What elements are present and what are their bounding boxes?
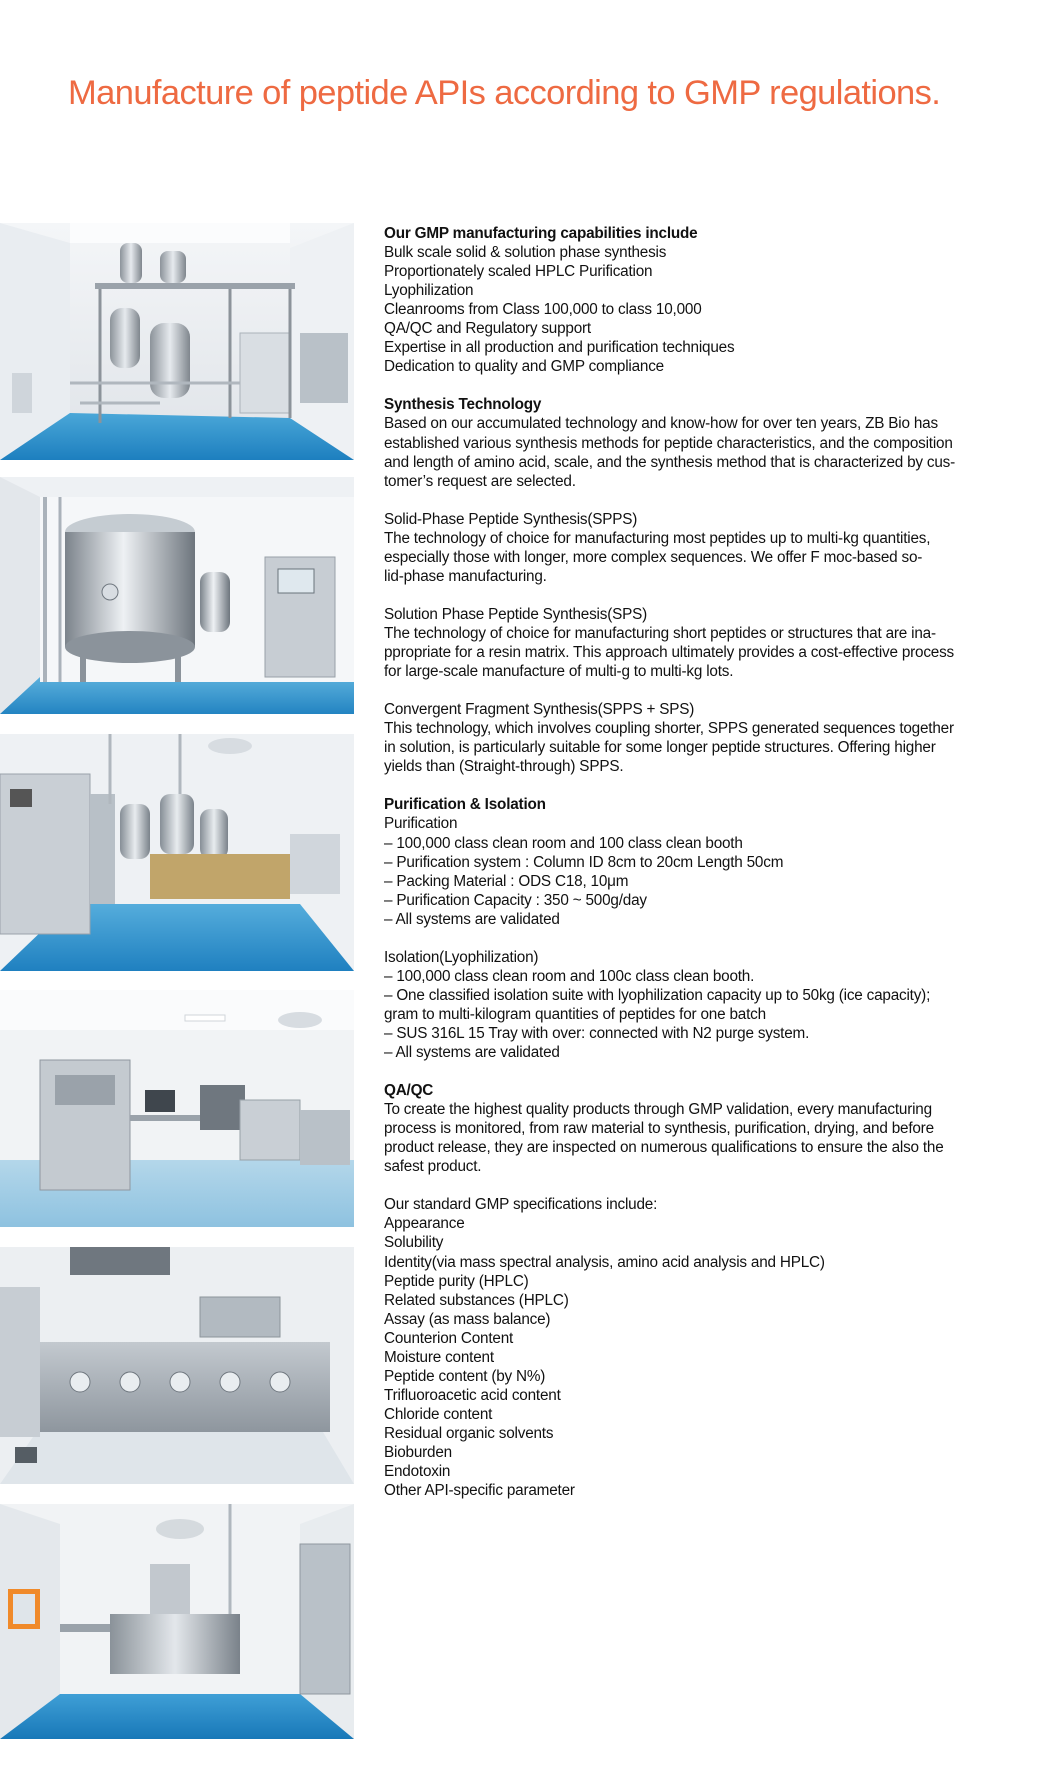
specifications-section xyxy=(384,1195,1004,1500)
list-item: Purification xyxy=(384,815,458,833)
list-item: Identity(via mass spectral analysis, amino acid analysis and HPLC) xyxy=(384,1253,825,1271)
qa-qc-section xyxy=(384,1081,1004,1176)
list-item: Dedication to quality and GMP compliance xyxy=(384,358,664,376)
paragraph-line: Based on our accumulated technology and know-how for over ten years, ZB Bio has xyxy=(384,415,938,433)
list-item: – All systems are validated xyxy=(384,1044,560,1062)
list-item: Assay (as mass balance) xyxy=(384,1310,551,1328)
paragraph-line: established various synthesis methods for peptide characteristics, and the composition xyxy=(384,434,953,452)
paragraph-line: especially those with longer, more complex sequences. We offer F moc-based so- xyxy=(384,548,923,566)
list-item: Trifluoroacetic acid content xyxy=(384,1386,561,1404)
list-item: – SUS 316L 15 Tray with over: connected with N2 purge system. xyxy=(384,1024,810,1042)
paragraph-line: yields than (Straight-through) SPPS. xyxy=(384,758,624,776)
filling-room-photo xyxy=(0,1504,354,1739)
list-item: QA/QC and Regulatory support xyxy=(384,320,591,338)
lab-equipment-photo xyxy=(0,990,354,1227)
cleanroom-reactor-platform-photo xyxy=(0,223,354,460)
section-heading: Isolation(Lyophilization) xyxy=(384,948,539,966)
section-heading: Solution Phase Peptide Synthesis(SPS) xyxy=(384,605,647,623)
list-item: Expertise in all production and purification techniques xyxy=(384,339,735,357)
list-item: Lyophilization xyxy=(384,282,474,300)
list-item: Residual organic solvents xyxy=(384,1424,554,1442)
section-heading: Purification & Isolation xyxy=(384,796,546,814)
paragraph-line: for large-scale manufacture of multi-g to multi-kg lots. xyxy=(384,663,734,681)
paragraph-line: ppropriate for a resin matrix. This approach ultimately provides a cost-effective process xyxy=(384,644,954,662)
list-item: Bioburden xyxy=(384,1444,452,1461)
paragraph-line: The technology of choice for manufacturing short peptides or structures that are ina- xyxy=(384,624,936,642)
section-heading: Synthesis Technology xyxy=(384,396,542,414)
synthesis-technology-section xyxy=(384,395,1004,490)
list-item: – Packing Material : ODS C18, 10μm xyxy=(384,872,629,890)
capabilities-section xyxy=(384,224,1004,376)
list-item: Bulk scale solid & solution phase synthesis xyxy=(384,244,667,262)
section-heading: Our standard GMP specifications include: xyxy=(384,1196,658,1214)
section-heading: QA/QC xyxy=(384,1082,434,1100)
stainless-tank-photo xyxy=(0,477,354,714)
section-heading: Solid-Phase Peptide Synthesis(SPPS) xyxy=(384,510,638,528)
list-item: Chloride content xyxy=(384,1405,493,1423)
section-heading: Convergent Fragment Synthesis(SPPS + SPS) xyxy=(384,701,695,719)
list-item: Appearance xyxy=(384,1215,465,1233)
paragraph-line: The technology of choice for manufacturing most peptides up to multi-kg quantities, xyxy=(384,529,931,547)
list-item: Counterion Content xyxy=(384,1329,514,1347)
list-item: gram to multi-kilogram quantities of peptides for one batch xyxy=(384,1005,766,1023)
paragraph-line: This technology, which involves coupling shorter, SPPS generated sequences together xyxy=(384,720,954,738)
list-item: – Purification system : Column ID 8cm to 20cm Length 50cm xyxy=(384,853,784,871)
list-item: Proportionately scaled HPLC Purification xyxy=(384,263,653,281)
list-item: Solubility xyxy=(384,1234,444,1252)
list-item: – All systems are validated xyxy=(384,910,560,928)
list-item: Peptide purity (HPLC) xyxy=(384,1272,529,1290)
paragraph-line: in solution, is particularly suitable for some longer peptide structures. Offering higher xyxy=(384,739,936,757)
sps-section xyxy=(384,605,1004,681)
production-line-photo xyxy=(0,734,354,971)
paragraph-line: lid-phase manufacturing. xyxy=(384,567,547,585)
isolation-suite-photo xyxy=(0,1247,354,1484)
paragraph-line: and length of amino acid, scale, and the synthesis method that is characterized by cus- xyxy=(384,453,956,471)
purification-section xyxy=(384,795,1004,928)
isolation-section xyxy=(384,948,1004,1062)
list-item: Other API-specific parameter xyxy=(384,1482,575,1500)
list-item: Endotoxin xyxy=(384,1463,451,1481)
list-item: Peptide content (by N%) xyxy=(384,1367,546,1385)
page-title: Manufacture of peptide APIs according to GMP regulations. xyxy=(68,74,941,112)
content-column xyxy=(384,224,1004,1519)
list-item: Moisture content xyxy=(384,1348,494,1366)
list-item: – 100,000 class clean room and 100c class clean booth. xyxy=(384,967,755,985)
section-heading: Our GMP manufacturing capabilities include xyxy=(384,225,698,242)
list-item: Related substances (HPLC) xyxy=(384,1291,569,1309)
paragraph-line: safest product. xyxy=(384,1158,482,1176)
paragraph-line: product release, they are inspected on numerous qualifications to ensure the also the xyxy=(384,1139,944,1157)
list-item: – 100,000 class clean room and 100 class clean booth xyxy=(384,834,743,852)
convergent-section xyxy=(384,700,1004,776)
spps-section xyxy=(384,510,1004,586)
paragraph-line: tomer’s request are selected. xyxy=(384,472,576,490)
list-item: – Purification Capacity : 350 ~ 500g/day xyxy=(384,891,647,909)
list-item: – One classified isolation suite with lyophilization capacity up to 50kg (ice capacity); xyxy=(384,986,931,1004)
paragraph-line: process is monitored, from raw material to synthesis, purification, drying, and before xyxy=(384,1120,934,1138)
paragraph-line: To create the highest quality products through GMP validation, every manufacturing xyxy=(384,1101,932,1119)
list-item: Cleanrooms from Class 100,000 to class 10,000 xyxy=(384,301,702,319)
